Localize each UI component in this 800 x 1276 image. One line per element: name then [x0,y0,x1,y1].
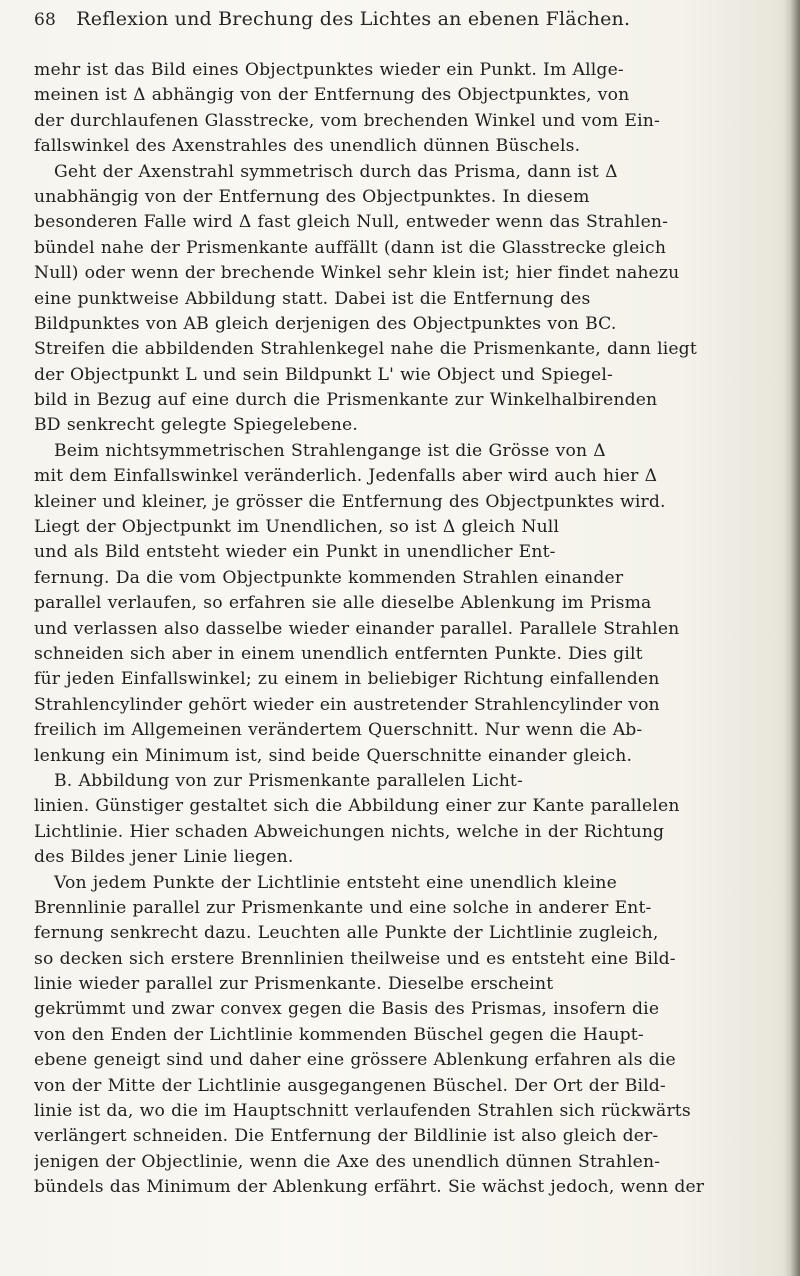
text-line: Von jedem Punkte der Lichtlinie entsteht eine unendlich kleine [54,872,617,893]
text-line: eine punktweise Abbildung statt. Dabei ist die Entfernung des [34,288,591,309]
page-number: 68 [34,10,57,30]
text-line: des Bildes jener Linie liegen. [34,847,294,868]
text-line: fallswinkel des Axenstrahles des unendlich dünnen Büschels. [34,136,581,157]
text-line: bündel nahe der Prismenkante auffällt (dann ist die Glasstrecke gleich [34,237,667,258]
text-line: kleiner und kleiner, je grösser die Entfernung des Objectpunktes wird. [34,491,666,512]
section-heading-line: B. Abbildung von zur Prismenkante parallelen Licht- [54,770,523,791]
text-line: freilich im Allgemeinen verändertem Querschnitt. Nur wenn die Ab- [34,720,643,741]
text-line: besonderen Falle wird Δ fast gleich Null, entweder wenn das Strahlen- [34,212,669,233]
running-title: Reflexion und Brechung des Lichtes an ebenen Flächen. [76,8,631,30]
text-line: schneiden sich aber in einem unendlich entfernten Punkte. Dies gilt [34,643,643,664]
text-line: unabhängig von der Entfernung des Objectpunktes. In diesem [34,186,590,207]
text-line: gekrümmt und zwar convex gegen die Basis des Prismas, insofern die [34,999,660,1020]
text-line: Lichtlinie. Hier schaden Abweichungen nichts, welche in der Richtung [34,821,665,842]
text-line: parallel verlaufen, so erfahren sie alle dieselbe Ablenkung im Prisma [34,593,652,614]
text-line: lenkung ein Minimum ist, sind beide Querschnitte einander gleich. [34,745,633,766]
text-line: ebene geneigt sind und daher eine grössere Ablenkung erfahren als die [34,1050,676,1071]
text-line: mit dem Einfallswinkel veränderlich. Jedenfalls aber wird auch hier Δ [34,466,658,487]
text-line: Strahlencylinder gehört wieder ein austretender Strahlencylinder von [34,694,660,715]
text-line: linie ist da, wo die im Hauptschnitt verlaufenden Strahlen sich rückwärts [34,1101,691,1122]
text-line: so decken sich erstere Brennlinien theilweise und es entsteht eine Bild- [34,948,676,969]
text-line: verlängert schneiden. Die Entfernung der Bildlinie ist also gleich der- [34,1126,659,1147]
text-line: fernung. Da die vom Objectpunkte kommenden Strahlen einander [34,567,624,588]
text-line: linie wieder parallel zur Prismenkante. Dieselbe erscheint [34,974,554,995]
text-line: und als Bild entsteht wieder ein Punkt in unendlicher Ent- [34,542,556,563]
text-line: meinen ist Δ abhängig von der Entfernung des Objectpunktes, von [34,85,630,106]
text-line: Null) oder wenn der brechende Winkel sehr klein ist; hier findet nahezu [34,263,680,284]
text-line: bündels das Minimum der Ablenkung erfährt. Sie wächst jedoch, wenn der [34,1177,705,1198]
text-line: Brennlinie parallel zur Prismenkante und eine solche in anderer Ent- [34,897,652,918]
text-line: BD senkrecht gelegte Spiegelebene. [34,415,358,436]
text-line: und verlassen also dasselbe wieder einander parallel. Parallele Strahlen [34,618,680,639]
text-line: Geht der Axenstrahl symmetrisch durch das Prisma, dann ist Δ [54,161,618,182]
text-line: Bildpunktes von AB gleich derjenigen des Objectpunktes von BC. [34,313,617,334]
text-line: linien. Günstiger gestaltet sich die Abbildung einer zur Kante parallelen [34,796,680,817]
text-line: der Objectpunkt L und sein Bildpunkt L' wie Object und Spiegel- [34,364,613,385]
text-line: der durchlaufenen Glasstrecke, vom brechenden Winkel und vom Ein- [34,110,660,131]
body-text [34,58,776,1201]
text-line: Beim nichtsymmetrischen Strahlengange ist die Grösse von Δ [54,440,606,461]
page-edge-shadow [784,0,800,1276]
text-line: für jeden Einfallswinkel; zu einem in beliebiger Richtung einfallenden [34,669,660,690]
text-line: von der Mitte der Lichtlinie ausgegangenen Büschel. Der Ort der Bild- [34,1075,666,1096]
text-line: mehr ist das Bild eines Objectpunktes wieder ein Punkt. Im Allge- [34,60,624,80]
text-line: bild in Bezug auf eine durch die Prismenkante zur Winkelhalbirenden [34,390,658,411]
text-line: Liegt der Objectpunkt im Unendlichen, so ist Δ gleich Null [34,517,560,538]
text-line: fernung senkrecht dazu. Leuchten alle Punkte der Lichtlinie zugleich, [34,923,659,944]
text-line: jenigen der Objectlinie, wenn die Axe des unendlich dünnen Strahlen- [34,1151,661,1172]
page-header [34,4,774,34]
text-line: Streifen die abbildenden Strahlenkegel nahe die Prismenkante, dann liegt [34,339,697,360]
text-line: von den Enden der Lichtlinie kommenden Büschel gegen die Haupt- [34,1024,644,1045]
